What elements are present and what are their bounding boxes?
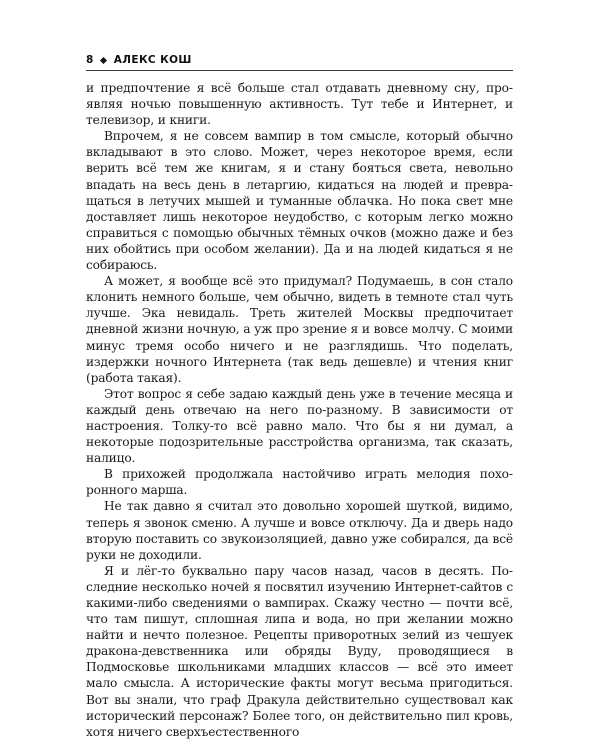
paragraph-2: Впрочем, я не совсем вампир в том смысле, который обычно вкладывают в это слово. Может, через некоторое время, если верить всё тем же книгам, я и стану бояться света, невольно впадать на весь день в летаргию, кидаться на людей и превращаться в летучих мышей и туманные облачка. Но пока свет мне доставляет лишь некоторое неудобство, с которым легко можно справиться с помощью обычных тёмных очков (можно даже и без них обойтись при особом желании). Да и на людей кидаться я не собираюсь. [86, 129, 513, 273]
paragraph-6: Не так давно я считал это довольно хорошей шуткой, видимо, теперь я звонок сменю. А лучше и вовсе отключу. Да и дверь надо вторую поставить со звукоизоляцией, давно уже собирался, да всё руки не доходили. [86, 499, 513, 562]
page-number: 8 [86, 54, 94, 66]
paragraph-4: Этот вопрос я себе задаю каждый день уже в течение месяца и каждый день отвечаю на него по-разному. В зависимости от настроения. Толку-то всё равно мало. Что бы я ни думал, а некоторые подозрительные расстройства организма, так сказать, налицо. [86, 386, 513, 466]
paragraph-1: и предпочтение я всё больше стал отдавать дневному сну, проявляя ночью повышенную активность. Тут тебе и Интернет, и телевизор, и книги. [86, 81, 513, 128]
paragraph-5: В прихожей продолжала настойчиво играть мелодия похоронного марша. [86, 467, 513, 498]
author-name: АЛЕКС КОШ [113, 54, 192, 66]
paragraph-7: Я и лёг-то буквально пару часов назад, часов в десять. Последние несколько ночей я посвятил изучению Интернет-сайтов с какими-либо сведениями о вампирах. Скажу честно — почти всё, что там пишут, сплошная липа и вода, но при желании можно найти и нечто полезное. Рецепты приворотных зелий из чешуек дракона-девственника или обряды Вуду, проводящиеся в Подмосковье школьниками младших классов — всё это имеет мало смысла. А исторические факты могут весьма пригодиться. Вот вы знали, что граф Дракула действительно существовал как исторический персонаж? Более того, он действительно пил кровь, хотя ничего сверхъестественного [86, 563, 513, 739]
running-header [86, 50, 513, 71]
page-body [86, 80, 513, 740]
diamond-separator-icon [100, 56, 107, 63]
paragraph-3: А может, я вообще всё это придумал? Подумаешь, в сон стало клонить немного больше, чем обычно, видеть в темноте стал чуть лучше. Эка невидаль. Треть жителей Москвы предпочитает дневной жизни ночную, а уж про зрение я и вовсе молчу. С моими минус тремя особо ничего и не разглядишь. Что поделать, издержки ночного Интернета (так ведь дешевле) и чтения книг (работа такая). [86, 274, 513, 385]
